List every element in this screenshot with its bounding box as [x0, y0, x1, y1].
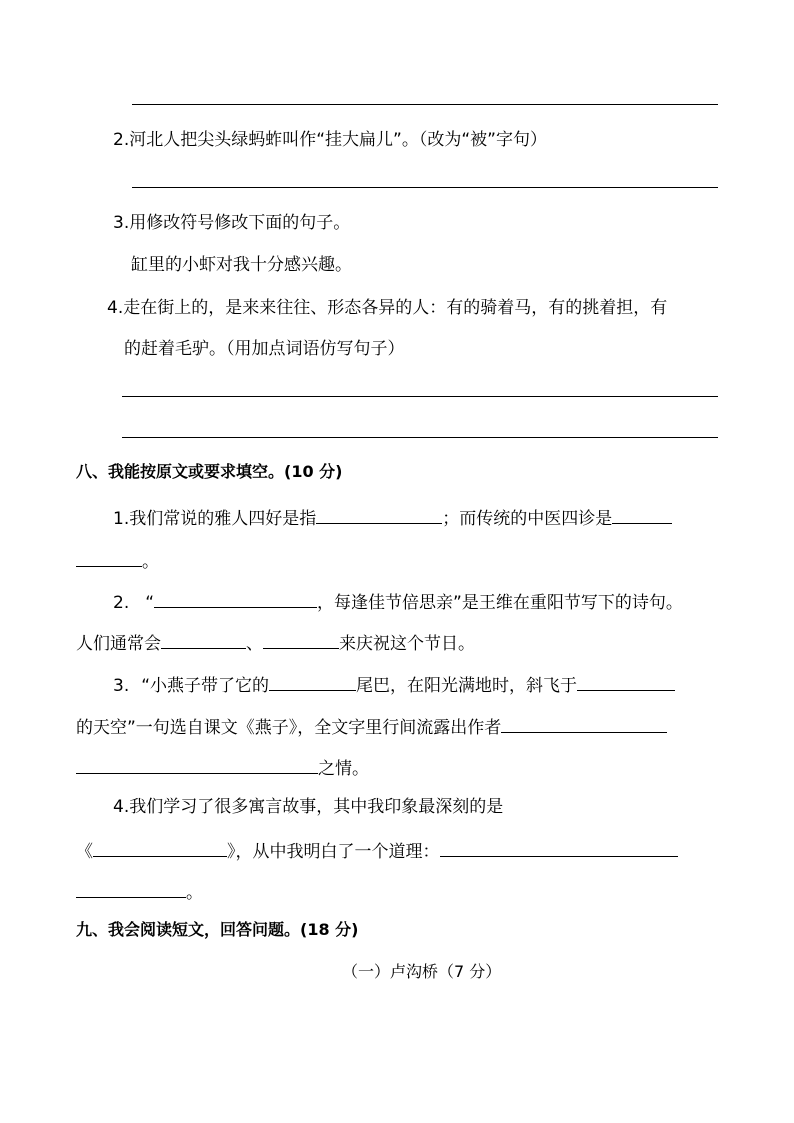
question-text: ，每逢佳节倍思亲”是王维在重阳节写下的诗句。 [317, 593, 683, 613]
answer-line[interactable] [132, 104, 718, 105]
question-text: “小燕子带了它的 [141, 676, 270, 696]
passage-title: （一）卢沟桥（7 分） [342, 962, 502, 981]
question-7-4 [107, 298, 667, 318]
fill-blank[interactable] [76, 756, 318, 774]
question-text: 我们常说的雅人四好是指 [129, 509, 317, 529]
question-number: 4. [107, 298, 124, 318]
question-text: 的天空”一句选自课文《燕子》，全文字里行间流露出作者 [76, 718, 502, 738]
question-text: 用修改符号修改下面的句子。 [129, 213, 351, 233]
punctuation: 《 [76, 842, 93, 862]
question-8-4 [113, 797, 503, 817]
punctuation: 。 [142, 552, 159, 572]
question-text: ；而传统的中医四诊是 [442, 509, 613, 529]
question-number: 2. [113, 593, 130, 613]
section-heading: 八、我能按原文或要求填空。(10 分) [76, 462, 343, 481]
question-text: 来庆祝这个节日。 [339, 634, 475, 654]
question-number: 3. [113, 676, 130, 696]
question-7-3 [113, 213, 350, 233]
question-number: 4. [113, 797, 130, 817]
answer-line[interactable] [122, 437, 718, 438]
answer-line[interactable] [132, 187, 718, 188]
fill-blank[interactable] [76, 880, 186, 898]
question-8-1-continued [76, 549, 159, 572]
sentence-to-edit: 缸里的小虾对我十分感兴趣。 [131, 255, 352, 275]
question-8-4-continued [76, 839, 678, 862]
question-text: 》，从中我明白了一个道理： [227, 842, 440, 862]
question-8-1 [113, 506, 672, 529]
question-8-2-continued [76, 631, 475, 654]
fill-blank[interactable] [612, 506, 672, 524]
question-8-3-continued [76, 756, 369, 779]
question-8-3 [113, 673, 675, 696]
fill-blank[interactable] [154, 590, 317, 608]
question-number: 2. [113, 130, 130, 150]
fill-blank[interactable] [577, 673, 675, 691]
fill-blank[interactable] [316, 506, 442, 524]
fill-blank[interactable] [76, 549, 142, 567]
punctuation: 、 [246, 634, 263, 654]
question-text: 之情。 [318, 759, 369, 779]
question-7-2 [113, 130, 547, 150]
question-text: 走在街上的，是来来往往、形态各异的人：有的骑着马，有的挑着担，有 [123, 298, 668, 318]
fill-blank[interactable] [161, 631, 246, 649]
question-text: 人们通常会 [76, 634, 161, 654]
fill-blank[interactable] [269, 673, 356, 691]
fill-blank[interactable] [501, 715, 667, 733]
fill-blank[interactable] [93, 839, 227, 857]
question-8-4-continued [76, 880, 203, 903]
question-8-2 [113, 590, 683, 613]
question-text-continued: 的赶着毛驴。（用加点词语仿写句子） [124, 339, 405, 359]
fill-blank[interactable] [440, 839, 678, 857]
question-number: 1. [113, 509, 130, 529]
section-heading: 九、我会阅读短文，回答问题。(18 分) [76, 920, 359, 939]
question-8-3-continued [76, 715, 667, 738]
question-text: 河北人把尖头绿蚂蚱叫作“挂大扁儿”。（改为“被”字句） [129, 130, 547, 150]
question-number: 3. [113, 213, 130, 233]
question-text: 尾巴，在阳光满地时，斜飞于 [356, 676, 578, 696]
fill-blank[interactable] [263, 631, 339, 649]
question-text: 我们学习了很多寓言故事，其中我印象最深刻的是 [129, 797, 504, 817]
answer-line[interactable] [122, 396, 718, 397]
punctuation: “ [145, 593, 155, 613]
punctuation: 。 [186, 883, 203, 903]
